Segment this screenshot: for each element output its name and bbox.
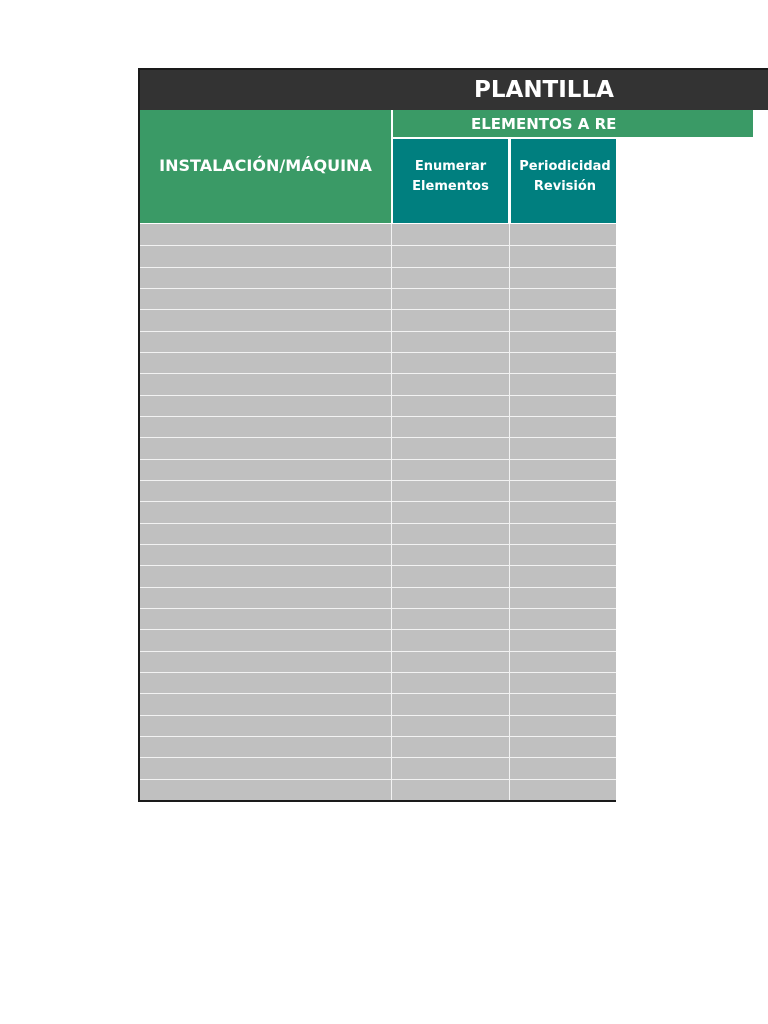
installation-cell[interactable] bbox=[140, 758, 391, 778]
installation-cell[interactable] bbox=[140, 780, 391, 800]
enumerar-cell[interactable] bbox=[392, 289, 509, 309]
installation-cell[interactable] bbox=[140, 225, 391, 245]
periodicidad-cell[interactable] bbox=[510, 460, 616, 480]
periodicidad-cell[interactable] bbox=[510, 630, 616, 650]
row-divider bbox=[140, 331, 616, 332]
enumerar-cell[interactable] bbox=[392, 246, 509, 266]
enumerar-cell[interactable] bbox=[392, 353, 509, 373]
row-divider bbox=[140, 715, 616, 716]
row-divider bbox=[140, 757, 616, 758]
row-divider bbox=[140, 672, 616, 673]
periodicidad-cell[interactable] bbox=[510, 737, 616, 757]
row-divider bbox=[140, 267, 616, 268]
row-divider bbox=[140, 309, 616, 310]
installation-cell[interactable] bbox=[140, 268, 391, 288]
installation-cell[interactable] bbox=[140, 396, 391, 416]
installation-cell[interactable] bbox=[140, 545, 391, 565]
row-divider bbox=[140, 608, 616, 609]
enumerar-cell[interactable] bbox=[392, 268, 509, 288]
enumerar-cell[interactable] bbox=[392, 396, 509, 416]
periodicidad-revision-header bbox=[511, 139, 616, 223]
enumerar-cell[interactable] bbox=[392, 716, 509, 736]
enumerar-cell[interactable] bbox=[392, 630, 509, 650]
row-divider bbox=[140, 501, 616, 502]
enumerar-cell[interactable] bbox=[392, 481, 509, 501]
installation-column-header: INSTALACIÓN/MÁQUINA bbox=[140, 110, 391, 223]
enumerar-cell[interactable] bbox=[392, 460, 509, 480]
periodicidad-cell[interactable] bbox=[510, 310, 616, 330]
enumerar-cell[interactable] bbox=[392, 588, 509, 608]
row-divider bbox=[140, 629, 616, 630]
installation-cell[interactable] bbox=[140, 694, 391, 714]
enumerar-cell[interactable] bbox=[392, 438, 509, 458]
installation-cell[interactable] bbox=[140, 417, 391, 437]
installation-cell[interactable] bbox=[140, 566, 391, 586]
enumerar-cell[interactable] bbox=[392, 225, 509, 245]
data-grid bbox=[140, 224, 616, 800]
row-divider bbox=[140, 544, 616, 545]
enumerar-cell[interactable] bbox=[392, 758, 509, 778]
installation-cell[interactable] bbox=[140, 289, 391, 309]
row-divider bbox=[140, 352, 616, 353]
periodicidad-cell[interactable] bbox=[510, 609, 616, 629]
periodicidad-cell[interactable] bbox=[510, 524, 616, 544]
periodicidad-cell[interactable] bbox=[510, 268, 616, 288]
enumerar-elementos-header: Enumerar Elementos bbox=[393, 139, 508, 223]
enumerar-cell[interactable] bbox=[392, 780, 509, 800]
row-divider bbox=[140, 459, 616, 460]
row-divider bbox=[140, 395, 616, 396]
installation-cell[interactable] bbox=[140, 502, 391, 522]
installation-cell[interactable] bbox=[140, 438, 391, 458]
installation-cell[interactable] bbox=[140, 652, 391, 672]
installation-cell[interactable] bbox=[140, 246, 391, 266]
periodicidad-cell[interactable] bbox=[510, 225, 616, 245]
row-divider bbox=[140, 523, 616, 524]
enumerar-cell[interactable] bbox=[392, 609, 509, 629]
installation-cell[interactable] bbox=[140, 353, 391, 373]
installation-cell[interactable] bbox=[140, 716, 391, 736]
row-divider bbox=[140, 779, 616, 780]
periodicidad-cell[interactable] bbox=[510, 289, 616, 309]
installation-cell[interactable] bbox=[140, 524, 391, 544]
periodicidad-cell[interactable] bbox=[510, 332, 616, 352]
installation-cell[interactable] bbox=[140, 374, 391, 394]
enumerar-cell[interactable] bbox=[392, 310, 509, 330]
enumerar-cell[interactable] bbox=[392, 374, 509, 394]
row-divider bbox=[140, 565, 616, 566]
row-divider bbox=[140, 373, 616, 374]
enumerar-cell[interactable] bbox=[392, 652, 509, 672]
periodicidad-cell[interactable] bbox=[510, 780, 616, 800]
enumerar-cell[interactable] bbox=[392, 524, 509, 544]
row-divider bbox=[140, 480, 616, 481]
row-divider bbox=[140, 245, 616, 246]
periodicidad-cell[interactable] bbox=[510, 716, 616, 736]
periodicidad-cell[interactable] bbox=[510, 396, 616, 416]
installation-cell[interactable] bbox=[140, 737, 391, 757]
periodicidad-cell[interactable] bbox=[510, 652, 616, 672]
periodicidad-cell[interactable] bbox=[510, 353, 616, 373]
installation-cell[interactable] bbox=[140, 460, 391, 480]
row-divider bbox=[140, 587, 616, 588]
installation-cell[interactable] bbox=[140, 332, 391, 352]
periodicidad-cell[interactable] bbox=[510, 246, 616, 266]
row-divider bbox=[140, 736, 616, 737]
enumerar-cell[interactable] bbox=[392, 502, 509, 522]
enumerar-cell[interactable] bbox=[392, 673, 509, 693]
periodicidad-cell[interactable] bbox=[510, 374, 616, 394]
periodicidad-cell[interactable] bbox=[510, 673, 616, 693]
periodicidad-cell[interactable] bbox=[510, 566, 616, 586]
row-divider bbox=[140, 693, 616, 694]
enumerar-cell[interactable] bbox=[392, 737, 509, 757]
installation-cell[interactable] bbox=[140, 588, 391, 608]
installation-cell[interactable] bbox=[140, 673, 391, 693]
periodicidad-cell[interactable] bbox=[510, 588, 616, 608]
periodicidad-cell[interactable] bbox=[510, 481, 616, 501]
periodicidad-revision-label: Periodicidad Revisión bbox=[519, 159, 611, 194]
enumerar-cell[interactable] bbox=[392, 545, 509, 565]
row-divider bbox=[140, 416, 616, 417]
periodicidad-cell[interactable] bbox=[510, 545, 616, 565]
row-divider bbox=[140, 288, 616, 289]
periodicidad-cell[interactable] bbox=[510, 694, 616, 714]
periodicidad-cell[interactable] bbox=[510, 417, 616, 437]
enumerar-cell[interactable] bbox=[392, 332, 509, 352]
row-divider bbox=[140, 651, 616, 652]
installation-cell[interactable] bbox=[140, 310, 391, 330]
periodicidad-cell[interactable] bbox=[510, 758, 616, 778]
installation-cell[interactable] bbox=[140, 609, 391, 629]
installation-cell[interactable] bbox=[140, 630, 391, 650]
row-divider bbox=[140, 437, 616, 438]
enumerar-cell[interactable] bbox=[392, 417, 509, 437]
periodicidad-cell[interactable] bbox=[510, 438, 616, 458]
enumerar-cell[interactable] bbox=[392, 566, 509, 586]
elements-group-label: ELEMENTOS A RE bbox=[471, 115, 616, 133]
sheet-title: PLANTILLA bbox=[474, 77, 614, 103]
installation-cell[interactable] bbox=[140, 481, 391, 501]
enumerar-cell[interactable] bbox=[392, 694, 509, 714]
periodicidad-cell[interactable] bbox=[510, 502, 616, 522]
